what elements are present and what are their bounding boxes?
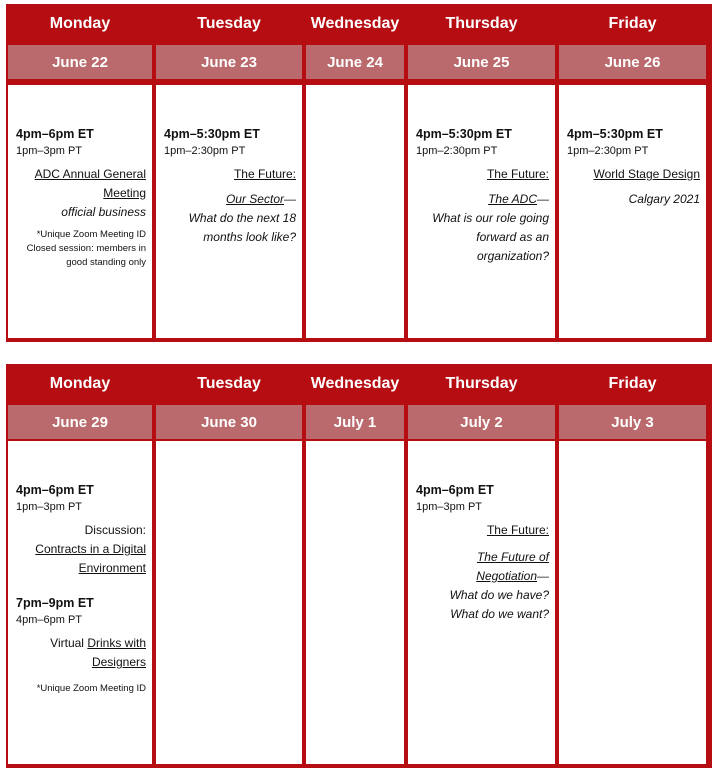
cell-tuesday — [156, 441, 302, 764]
event-topic: The ADC — [488, 192, 537, 206]
day-tuesday: Tuesday — [197, 15, 261, 32]
event-title: ADC Annual General — [34, 167, 146, 181]
event-topic: Our Sector — [225, 192, 284, 206]
day-monday: Monday — [49, 15, 111, 32]
note-line: good standing only — [66, 257, 146, 268]
date-row — [6, 45, 712, 79]
event-title-cont: Meeting — [103, 186, 146, 200]
event-heading: The Future: — [233, 167, 296, 181]
weekday-header-row — [6, 4, 712, 44]
event-title: Contracts in a Digital — [35, 542, 146, 556]
cell-friday — [559, 441, 706, 764]
day-tuesday: Tuesday — [197, 375, 261, 392]
date-tuesday: June 30 — [156, 405, 302, 439]
cell-thursday — [408, 85, 555, 338]
event-question: What is our role going — [432, 211, 549, 225]
day-thursday: Thursday — [445, 15, 518, 32]
date-monday: June 29 — [8, 405, 152, 439]
note-line: Closed session: members in — [26, 243, 146, 254]
date-monday: June 22 — [8, 45, 152, 79]
day-thursday: Thursday — [445, 375, 518, 392]
date-wednesday: July 1 — [306, 405, 404, 439]
event-time-pt: 1pm–3pm PT — [416, 501, 483, 513]
day-friday: Friday — [608, 375, 657, 392]
event-topic-line — [416, 190, 549, 209]
event-title: World Stage Design — [593, 167, 700, 181]
day-friday: Friday — [608, 15, 657, 32]
event-label: Discussion: — [84, 523, 146, 537]
event-time-et: 4pm–6pm ET — [16, 483, 94, 497]
day-wednesday: Wednesday — [310, 15, 400, 32]
cell-wednesday — [306, 85, 404, 338]
cell-monday — [8, 85, 152, 338]
date-row — [6, 405, 712, 439]
event-question-cont: forward as an — [476, 230, 549, 244]
event-topic: The Future of — [476, 550, 549, 564]
date-friday: June 26 — [559, 45, 706, 79]
event-cells-row — [6, 85, 712, 338]
event-2-title-cont: Designers — [91, 655, 146, 669]
event-heading: The Future: — [486, 167, 549, 181]
day-wednesday: Wednesday — [310, 375, 400, 392]
event-time-pt: 1pm–2:30pm PT — [567, 145, 649, 157]
day-monday: Monday — [49, 375, 111, 392]
event-note: *Unique Zoom Meeting ID — [36, 683, 146, 694]
event-subtitle: Calgary 2021 — [628, 192, 700, 206]
cell-wednesday — [306, 441, 404, 764]
event-time-et: 4pm–6pm ET — [416, 483, 494, 497]
event-2-time-pt: 4pm–6pm PT — [16, 614, 83, 626]
date-friday: July 3 — [559, 405, 706, 439]
event-question-cont: organization? — [476, 249, 549, 263]
event-topic-line — [164, 190, 296, 209]
dash: — — [537, 569, 549, 583]
event-time-pt: 1pm–3pm PT — [16, 145, 83, 157]
event-2-title: Drinks with — [87, 636, 146, 650]
event-time-et: 4pm–5:30pm ET — [567, 127, 663, 141]
date-thursday: July 2 — [408, 405, 555, 439]
date-wednesday: June 24 — [306, 45, 404, 79]
dash: — — [284, 192, 296, 206]
week-2-calendar — [6, 364, 712, 768]
cell-thursday — [408, 441, 555, 764]
event-note — [16, 228, 146, 270]
event-time-pt: 1pm–2:30pm PT — [416, 145, 498, 157]
event-subtitle: official business — [61, 205, 146, 219]
event-time-et: 4pm–5:30pm ET — [416, 127, 512, 141]
event-topic-cont: Negotiation — [476, 569, 537, 583]
date-tuesday: June 23 — [156, 45, 302, 79]
event-topic-line — [416, 567, 549, 586]
event-title-cont: Environment — [78, 561, 146, 575]
dash: — — [537, 192, 549, 206]
cell-tuesday — [156, 85, 302, 338]
event-heading: The Future: — [486, 523, 549, 537]
event-question: What do we have? — [449, 588, 549, 602]
event-time-et: 4pm–5:30pm ET — [164, 127, 260, 141]
event-time-pt: 1pm–3pm PT — [16, 501, 83, 513]
note-line: *Unique Zoom Meeting ID — [36, 229, 146, 240]
event-question-cont: months look like? — [203, 230, 296, 244]
cell-friday — [559, 85, 706, 338]
event-2-title-line — [16, 634, 146, 653]
event-cells-row — [6, 441, 712, 764]
event-2-time-et: 7pm–9pm ET — [16, 596, 94, 610]
event-question: What do the next 18 — [188, 211, 296, 225]
event-time-pt: 1pm–2:30pm PT — [164, 145, 246, 157]
event-2-prefix: Virtual — [50, 636, 88, 650]
cell-monday — [8, 441, 152, 764]
event-time-et: 4pm–6pm ET — [16, 127, 94, 141]
date-thursday: June 25 — [408, 45, 555, 79]
weekday-header-row — [6, 364, 712, 404]
week-1-calendar — [6, 4, 712, 342]
event-question-cont: What do we want? — [450, 607, 549, 621]
